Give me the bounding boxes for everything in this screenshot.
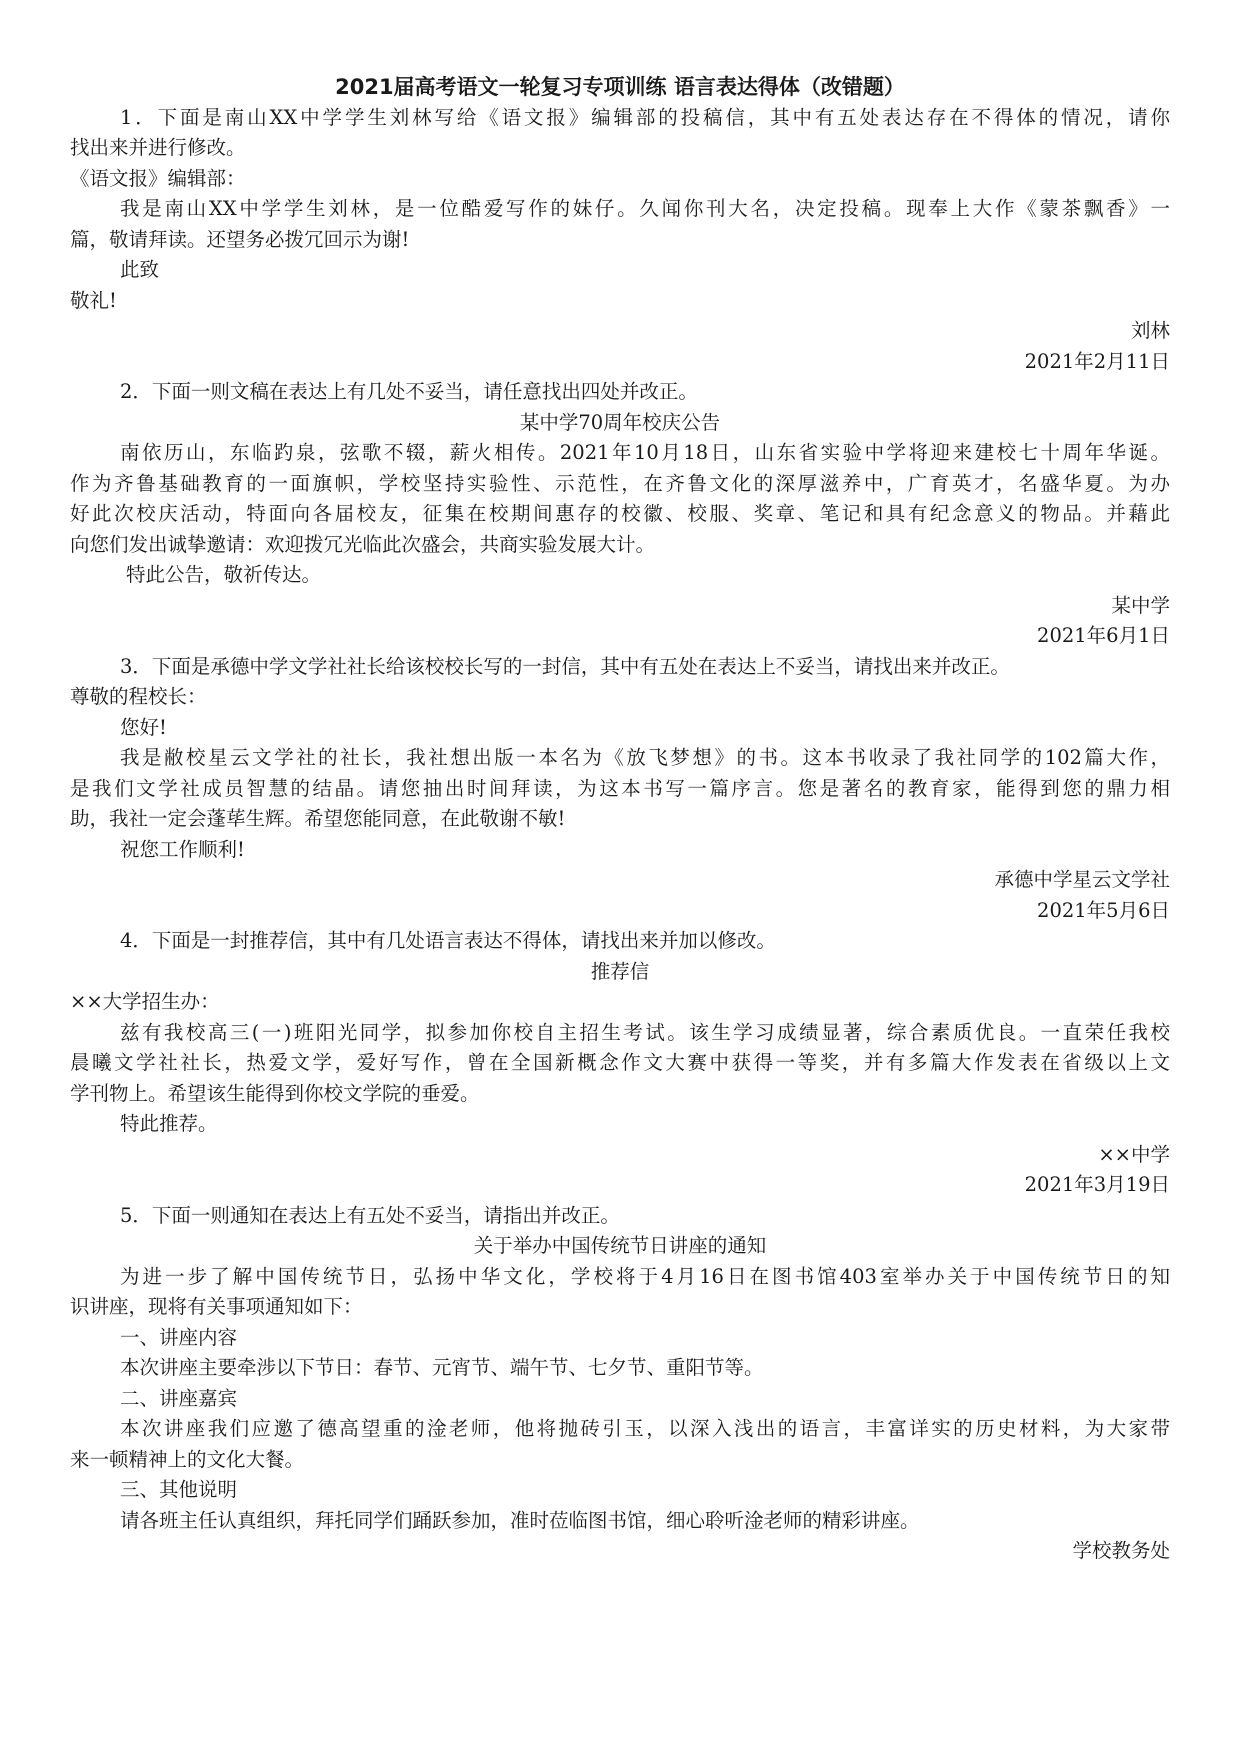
q4-body-line-2: 晨曦文学社社长，热爱文学，爱好写作，曾在全国新概念作文大赛中获得一等奖，并有多篇大作发表在省级以上文	[70, 1051, 1170, 1074]
q5-section-3-body: 请各班主任认真组织，拜托同学们踊跃参加，准时莅临图书馆，细心聆听淦老师的精彩讲座。	[120, 1508, 920, 1532]
q5-section-1-title: 一、讲座内容	[120, 1325, 238, 1349]
q3-signature: 承德中学星云文学社	[994, 868, 1170, 891]
q5-section-2-body-line-1: 本次讲座我们应邀了德高望重的淦老师，他将抛砖引玉，以深入浅出的语言，丰富详实的历史材料，为大家带	[120, 1417, 1170, 1440]
q5-prompt: 5．下面一则通知在表达上有五处不妥当，请指出并改正。	[120, 1203, 620, 1227]
q1-date: 2021年2月11日	[1024, 349, 1170, 373]
q2-heading: 某中学70周年校庆公告	[519, 410, 721, 434]
q3-salutation: 尊敬的程校长：	[70, 685, 207, 708]
q1-regards: 敬礼!	[70, 288, 117, 312]
q4-prompt: 4．下面是一封推荐信，其中有几处语言表达不得体，请找出来并加以修改。	[120, 929, 776, 952]
q3-date: 2021年5月6日	[1037, 898, 1170, 922]
q3-prompt: 3．下面是承德中学文学社社长给该校校长写的一封信，其中有五处在表达上不妥当，请找出来并改正。	[120, 654, 1010, 678]
q4-closing: 特此推荐。	[120, 1112, 218, 1135]
q5-heading: 关于举办中国传统节日讲座的通知	[473, 1234, 767, 1257]
q4-body-line-1: 兹有我校高三(一)班阳光同学，拟参加你校自主招生考试。该生学习成绩显著，综合素质优良。一直荣任我校	[120, 1020, 1170, 1044]
q2-date: 2021年6月1日	[1037, 624, 1170, 647]
q3-greeting: 您好!	[120, 715, 167, 739]
q2-prompt: 2．下面一则文稿在表达上有几处不妥当，请任意找出四处并改正。	[120, 380, 698, 403]
q2-body-line-2: 作为齐鲁基础教育的一面旗帜，学校坚持实验性、示范性，在齐鲁文化的深厚滋养中，广育英才，名盛华夏。为办	[70, 471, 1170, 495]
q5-section-2-body-line-2: 来一顿精神上的文化大餐。	[70, 1447, 305, 1471]
q1-body-line-1: 我是南山XX中学学生刘林，是一位酷爱写作的妹仔。久闻你刊大名，决定投稿。现奉上大作《蒙茶飘香》一	[120, 197, 1170, 220]
q1-prompt-line-2: 找出来并进行修改。	[70, 136, 246, 159]
q5-section-2-title: 二、讲座嘉宾	[120, 1386, 238, 1410]
q2-body-line-1: 南依历山，东临趵泉，弦歌不辍，薪火相传。2021年10月18日，山东省实验中学将迎来建校七十周年华诞。	[120, 441, 1170, 464]
q1-salutation: 《语文报》编辑部：	[70, 166, 246, 190]
q3-body-line-2: 是我们文学社成员智慧的结晶。请您抽出时间拜读，为这本书写一篇序言。您是著名的教育家，能得到您的鼎力相	[70, 776, 1170, 800]
q4-body-line-3: 学刊物上。希望该生能得到你校文学院的垂爱。	[70, 1081, 480, 1105]
q4-heading: 推荐信	[590, 959, 650, 983]
q3-body-line-1: 我是敝校星云文学社的社长，我社想出版一本名为《放飞梦想》的书。这本书收录了我社同学的102篇大作，	[120, 746, 1170, 769]
q3-body-line-3: 助，我社一定会蓬荜生辉。希望您能同意，在此敬谢不敏!	[70, 807, 566, 830]
document-page	[70, 72, 1170, 1567]
q5-intro-line-2: 识讲座，现将有关事项通知如下：	[70, 1295, 363, 1318]
q4-signature: ××中学	[1098, 1142, 1170, 1166]
q5-section-3-title: 三、其他说明	[120, 1478, 238, 1501]
q1-closing: 此致	[120, 258, 160, 281]
q3-wish: 祝您工作顺利!	[120, 837, 245, 861]
q2-closing: 特此公告，敬祈传达。	[126, 563, 322, 586]
q2-body-line-3: 好此次校庆活动，特面向各届校友，征集在校期间惠存的校徽、校服、奖章、笔记和具有纪念意义的物品。并藉此	[70, 502, 1170, 525]
q5-intro-line-1: 为进一步了解中国传统节日，弘扬中华文化，学校将于4月16日在图书馆403室举办关于中国传统节日的知	[120, 1264, 1170, 1288]
q1-prompt-line-1: 1．下面是南山XX中学学生刘林写给《语文报》编辑部的投稿信，其中有五处表达存在不得体的情况，请你	[120, 105, 1170, 129]
q2-body-line-4: 向您们发出诚挚邀请：欢迎拨冗光临此次盛会，共商实验发展大计。	[70, 532, 656, 556]
q4-date: 2021年3月19日	[1024, 1173, 1170, 1196]
q5-signature: 学校教务处	[1072, 1539, 1170, 1562]
q1-signature: 刘林	[1130, 319, 1170, 342]
q5-section-1-body: 本次讲座主要牵涉以下节日：春节、元宵节、端午节、七夕节、重阳节等。	[120, 1356, 764, 1379]
document-title: 2021届高考语文一轮复习专项训练 语言表达得体（改错题）	[335, 75, 905, 99]
q1-body-line-2: 篇，敬请拜读。还望务必拨冗回示为谢!	[70, 227, 410, 251]
q2-signature: 某中学	[1111, 593, 1170, 617]
q4-salutation: ××大学招生办：	[70, 990, 220, 1013]
